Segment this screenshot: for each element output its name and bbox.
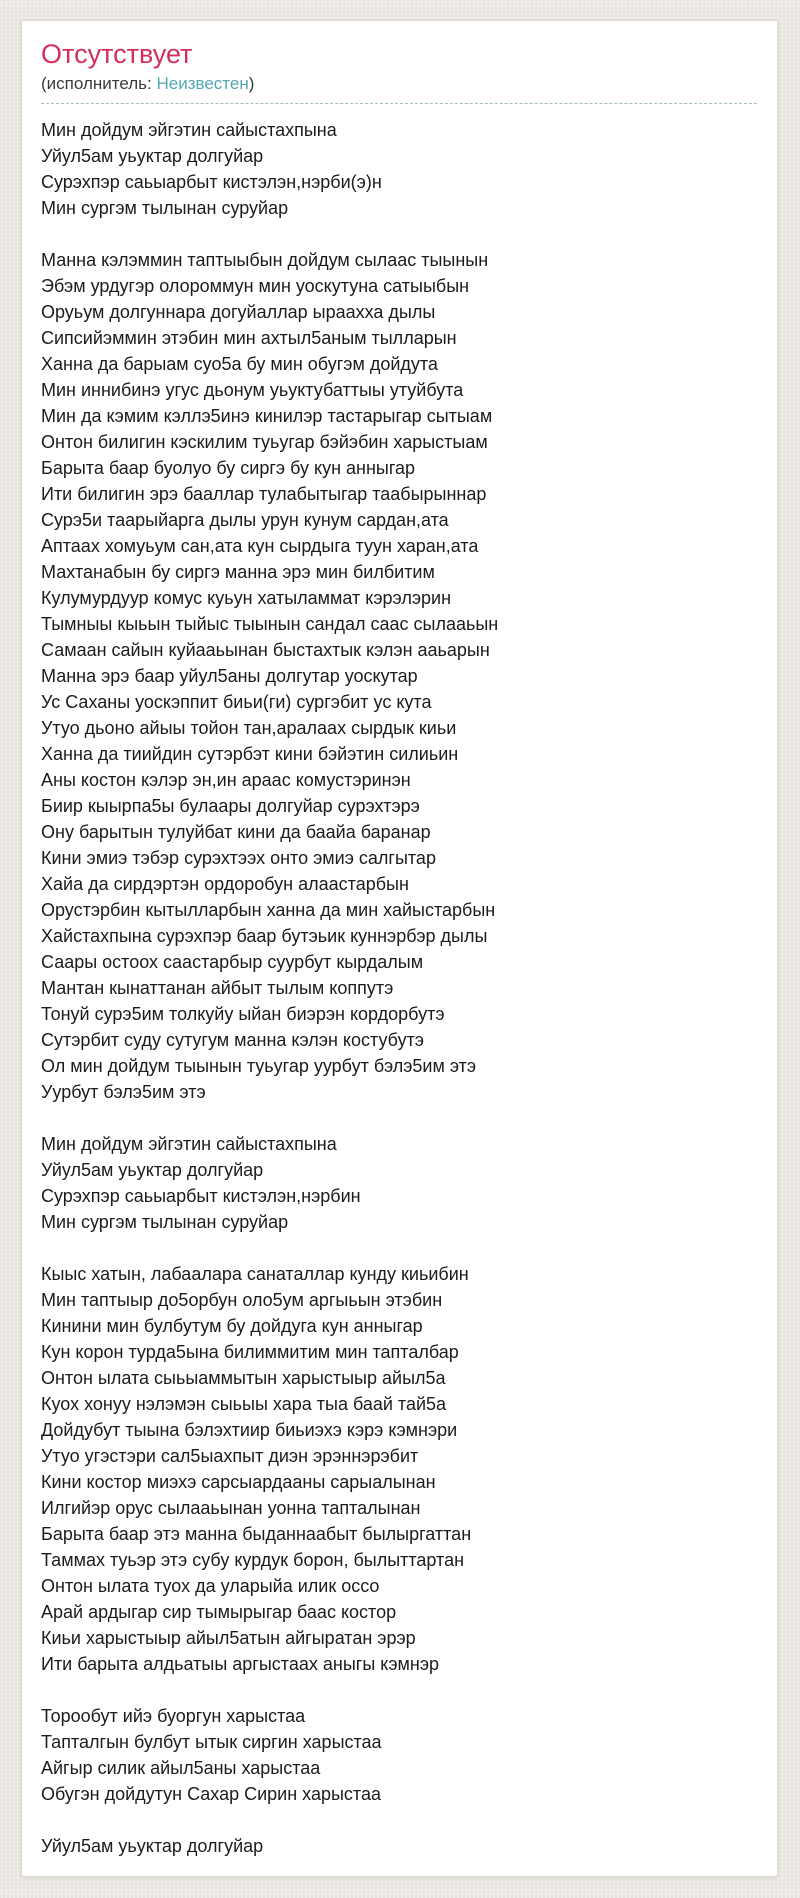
- lyrics-line: Торообут ийэ буоргун харыстаа: [41, 1706, 306, 1726]
- lyrics-line: Мин дойдум эйгэтин сайыстахпына: [41, 1134, 337, 1154]
- lyrics-line: Хайстахпына сурэхпэр баар бутэьик куннэрбэр дылы: [41, 926, 488, 946]
- lyrics-line: Манна эрэ баар уйул5аны долгутар уоскутар: [41, 666, 418, 686]
- artist-label-open: (исполнитель:: [41, 74, 157, 93]
- lyrics-line: Сурэ5и таарыйарга дылы урун кунум сардан,ата: [41, 510, 449, 530]
- lyrics-line: Сурэхпэр саьыарбыт кистэлэн,нэрбин: [41, 1186, 361, 1206]
- lyrics-line: Хайа да сирдэртэн ордоробун алаастарбын: [41, 874, 409, 894]
- lyrics-line: Кини эмиэ тэбэр сурэхтээх онто эмиэ салгытар: [41, 848, 436, 868]
- lyrics-line: [41, 1235, 757, 1261]
- page-texture-bottom: [0, 1892, 800, 1895]
- lyrics-line: Дойдубут тыына бэлэхтиир биьиэхэ кэрэ кэмнэри: [41, 1420, 458, 1440]
- lyrics-line: Таммах туьэр этэ субу курдук борон, былыттартан: [41, 1550, 465, 1570]
- lyrics-line: Оруьум долгуннара догуйаллар ыраахха дылы: [41, 302, 436, 322]
- lyrics-line: Мин таптыыр до5орбун оло5ум аргыьын этэбин: [41, 1290, 443, 1310]
- lyrics-line: Барыта баар этэ манна быданнаабыт былыргаттан: [41, 1524, 472, 1544]
- lyrics-line: Аны костон кэлэр эн,ин араас комустэринэн: [41, 770, 411, 790]
- lyrics-line: Мин сургэм тылынан суруйар: [41, 198, 289, 218]
- lyrics-line: Махтанабын бу сиргэ манна эрэ мин билбитим: [41, 562, 435, 582]
- lyrics-line: Ити барыта алдьатыы аргыстаах аныгы кэмнэр: [41, 1654, 440, 1674]
- lyrics-line: Уйул5ам уьуктар долгуйар: [41, 1160, 264, 1180]
- lyrics-line: Мин сургэм тылынан суруйар: [41, 1212, 289, 1232]
- lyrics-line: Самаан сайын куйааьынан быстахтык кэлэн ааьарын: [41, 640, 490, 660]
- lyrics-line: Арай ардыгар сир тымырыгар баас костор: [41, 1602, 397, 1622]
- artist-line: [41, 74, 757, 104]
- song-title: Отсутствует: [41, 39, 193, 69]
- lyrics-line: Сутэрбит суду сутугум манна кэлэн костубутэ: [41, 1030, 424, 1050]
- lyrics-line: Тапталгын булбут ытык сиргин харыстаа: [41, 1732, 382, 1752]
- lyrics-line: Ханна да тиийдин сутэрбэт кини бэйэтин силиьин: [41, 744, 459, 764]
- lyrics-line: Онтон билигин кэскилим туьугар бэйэбин харыстыам: [41, 432, 488, 452]
- lyrics-line: Кулумурдуур комус куьун хатыламмат кэрэлэрин: [41, 588, 452, 608]
- lyrics-line: [41, 221, 757, 247]
- lyrics-line: Мин да кэмим кэллэ5инэ кинилэр тастарыгар сытыам: [41, 406, 493, 426]
- lyrics-line: Киьи харыстыыр айыл5атын айгыратан эрэр: [41, 1628, 416, 1648]
- lyrics-line: Ити билигин эрэ бааллар тулабытыгар таабырыннар: [41, 484, 487, 504]
- lyrics-line: Эбэм урдугэр олороммун мин уоскутуна сатыыбын: [41, 276, 470, 296]
- lyrics-line: Кинини мин булбутум бу дойдуга кун анныгар: [41, 1316, 423, 1336]
- lyrics-line: Сурэхпэр саьыарбыт кистэлэн,нэрби(э)н: [41, 172, 382, 192]
- lyrics-line: Уйул5ам уьуктар долгуйар: [41, 146, 264, 166]
- lyrics-line: Онтон ылата сыьыаммытын харыстыыр айыл5а: [41, 1368, 446, 1388]
- lyrics-line: Ону барытын тулуйбат кини да баайа баранар: [41, 822, 431, 842]
- lyrics-line: Уйул5ам уьуктар долгуйар: [41, 1836, 264, 1856]
- lyrics-text: [41, 117, 757, 1859]
- lyrics-line: Саары остоох саастарбыр суурбут кырдалым: [41, 952, 424, 972]
- lyrics-card: [21, 20, 778, 1877]
- lyrics-line: Сипсийэммин этэбин мин ахтыл5аным тылларын: [41, 328, 457, 348]
- lyrics-line: [41, 1677, 757, 1703]
- lyrics-line: Кыыс хатын, лабаалара санаталлар кунду киьибин: [41, 1264, 469, 1284]
- lyrics-line: Утуо угэстэри сал5ыахпыт диэн эрэннэрэбит: [41, 1446, 419, 1466]
- lyrics-line: Кун корон турда5ына билиммитим мин тапталбар: [41, 1342, 459, 1362]
- page-texture-top: [0, 1, 800, 4]
- lyrics-line: Тонуй сурэ5им толкуйу ыйан биэрэн кордорбутэ: [41, 1004, 445, 1024]
- lyrics-line: Айгыр силик айыл5аны харыстаа: [41, 1758, 321, 1778]
- lyrics-line: Тымныы кыьын тыйыс тыынын сандал саас сылааьын: [41, 614, 499, 634]
- artist-link[interactable]: Неизвестен: [156, 74, 249, 93]
- lyrics-line: Куох хонуу нэлэмэн сыьыы хара тыа баай тай5а: [41, 1394, 447, 1414]
- lyrics-line: Мин дойдум эйгэтин сайыстахпына: [41, 120, 337, 140]
- lyrics-line: [41, 1807, 757, 1833]
- lyrics-line: Биир кыырпа5ы булаары долгуйар сурэхтэрэ: [41, 796, 420, 816]
- lyrics-line: Барыта баар буолуо бу сиргэ бу кун анныгар: [41, 458, 416, 478]
- lyrics-line: Орустэрбин кытылларбын ханна да мин хайыстарбын: [41, 900, 496, 920]
- lyrics-line: Утуо дьоно айыы тойон тан,аралаах сырдык киьи: [41, 718, 457, 738]
- lyrics-line: Ханна да барыам суо5а бу мин обугэм дойдута: [41, 354, 438, 374]
- lyrics-line: Аптаах хомуьум сан,ата кун сырдыга туун харан,ата: [41, 536, 479, 556]
- lyrics-line: Уурбут бэлэ5им этэ: [41, 1082, 206, 1102]
- lyrics-line: Обугэн дойдутун Сахар Сирин харыстаа: [41, 1784, 381, 1804]
- lyrics-line: Ус Саханы уоскэппит биьи(ги) сургэбит ус кута: [41, 692, 432, 712]
- lyrics-line: [41, 1105, 757, 1131]
- lyrics-line: Илгийэр орус сылааьынан уонна тапталынан: [41, 1498, 421, 1518]
- lyrics-line: Кини костор миэхэ сарсыардааны сарыалынан: [41, 1472, 436, 1492]
- lyrics-line: Онтон ылата туох да уларыйа илик оссо: [41, 1576, 380, 1596]
- artist-label-close: ): [248, 74, 255, 93]
- lyrics-line: Мантан кынаттанан айбыт тылым коппутэ: [41, 978, 394, 998]
- lyrics-line: Мин иннибинэ угус дьонум уьуктубаттыы утуйбута: [41, 380, 464, 400]
- lyrics-line: Манна кэлэммин таптыыбын дойдум сылаас тыынын: [41, 250, 489, 270]
- lyrics-line: Ол мин дойдум тыынын туьугар уурбут бэлэ5им этэ: [41, 1056, 477, 1076]
